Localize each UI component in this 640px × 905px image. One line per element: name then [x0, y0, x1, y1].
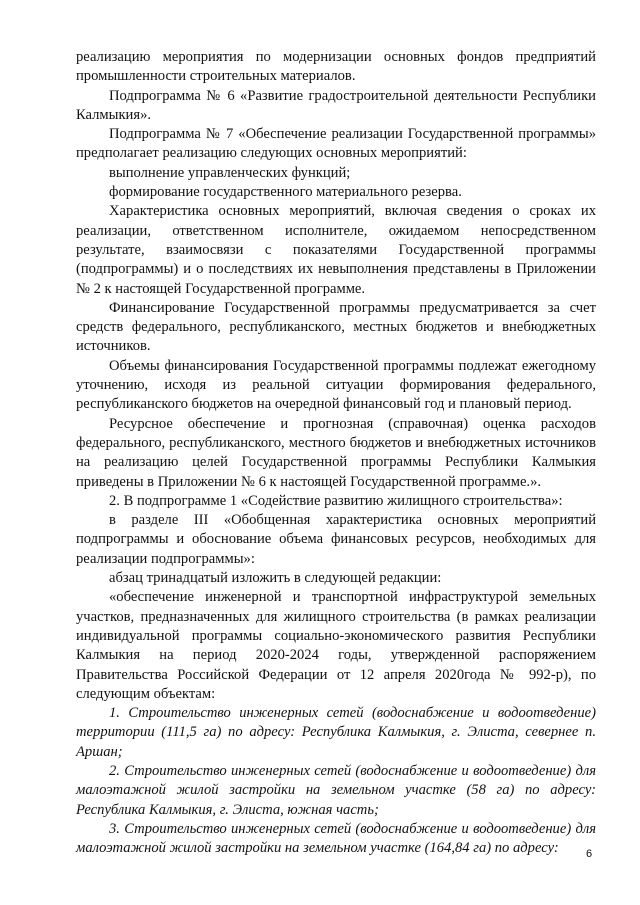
paragraph: 2. В подпрограмме 1 «Содействие развитию жилищного строительства»: — [109, 492, 563, 509]
list-item: 3. Строительство инженерных сетей (водоснабжение и водоотведение) для малоэтажной жилой застройки на земельном участке (164,84 га) по адресу: — [76, 820, 596, 857]
paragraph: реализацию мероприятия по модернизации основных фондов предприятий промышленности строительных материалов. — [76, 49, 596, 85]
page-number: 6 — [586, 848, 593, 860]
paragraph: «обеспечение инженерной и транспортной инфраструктурой земельных участков, предназначенных для жилищного строительства (в рамках реализации индивидуальной программы социально-экономического развития Республики Калмыкия на период 2020-2024 годы, утвержденной распоряжением Правительства Российской Федерации от 12 апреля 2020года № 992-р), по следующим объектам: — [76, 589, 596, 702]
list-item: 2. Строительство инженерных сетей (водоснабжение и водоотведение) для малоэтажной жилой застройки на земельном участке (58 га) по адресу: Республика Калмыкия, г. Элиста, южная часть; — [76, 762, 596, 818]
paragraph: Объемы финансирования Государственной программы подлежат ежегодному уточнению, исходя из реальной ситуации формирования федерального, республиканского бюджетов на очередной финансовый год и плановый период. — [76, 357, 596, 413]
list-item: 1. Строительство инженерных сетей (водоснабжение и водоотведение) территории (111,5 га) по адресу: Республика Калмыкия, г. Элиста, севернее п. Аршан; — [76, 705, 596, 760]
paragraph: Финансирование Государственной программы предусматривается за счет средств федерального, республиканского, местных бюджетов и внебюджетных источников. — [76, 299, 596, 355]
paragraph: Ресурсное обеспечение и прогнозная (справочная) оценка расходов федерального, республиканского, местного бюджетов и внебюджетных источников на реализацию целей Государственной программы Республики Калмыкия приведены в Приложении № 6 к настоящей Государственной программе.». — [76, 415, 596, 490]
list-item: формирование государственного материального резерва. — [109, 184, 462, 201]
paragraph: Подпрограмма № 7 «Обеспечение реализации Государственной программы» предполагает реализацию следующих основных мероприятий: — [76, 126, 596, 162]
paragraph: абзац тринадцатый изложить в следующей редакции: — [109, 570, 442, 587]
list-item: выполнение управленческих функций; — [109, 164, 351, 181]
paragraph: Подпрограмма № 6 «Развитие градостроительной деятельности Республики Калмыкия». — [76, 87, 596, 123]
body-text — [76, 48, 596, 858]
paragraph: Характеристика основных мероприятий, включая сведения о сроках их реализации, ответственном исполнителе, ожидаемом непосредственном результате, взаимосвязи с показателями Государственной программы (подпрограммы) и о последствиях их невыполнения представлены в Приложении № 2 к настоящей Государственной программе. — [76, 203, 596, 297]
paragraph: в разделе III «Обобщенная характеристика основных мероприятий подпрограммы и обоснование объема финансовых ресурсов, необходимых для реализации подпрограммы»: — [76, 512, 596, 567]
